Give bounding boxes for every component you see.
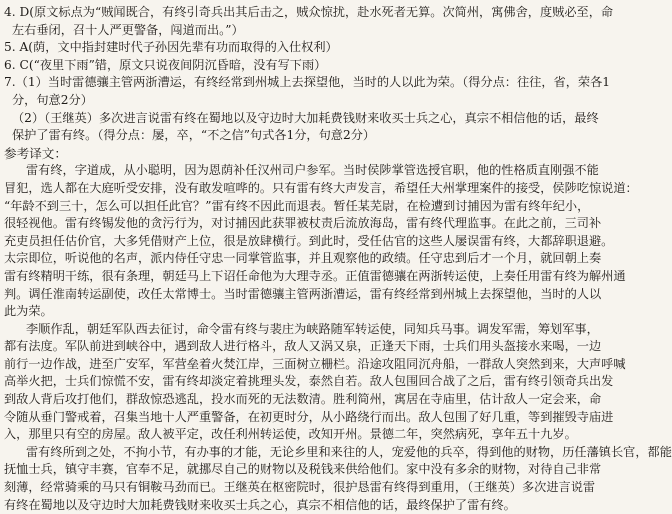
translation-line: 雷有终精明干练，很有条理，朝廷马上下诏任命他为大理寺丞。正值雷德骧在两浙转运使，上奏任用雷有终为解州通 <box>4 268 626 283</box>
translation-line: 很轻视他。雷有终锡发他的贪污行为，对讨捕因此获罪被杖责后流放海岛，雷有终代理监事。在此之前，三司补 <box>4 216 602 231</box>
translation-line: 令随从垂门警戒着，召集当地十人严重警备，在初更时分，从小路绕行而出。敌人包围了好几重，等到摧毁寺庙进 <box>4 409 614 424</box>
translation-line: 此为荣。 <box>4 304 53 319</box>
translation-line: 太宗即位，听说他的名声，派内侍任守忠一同掌管监事，并且观察他的政绩。任守忠到后才一个月，就回朝上奏 <box>4 251 602 266</box>
translation-line: 抚恤士兵，镇守丰赛，官奉不足，就挪尽自己的财物以及税钱来供给他们。家中没有多余的财物，对待自己非常 <box>4 462 602 477</box>
answer-line-7-2: （2）（王继英）多次进言说雷有终在蜀地以及守边时大加耗费钱财来收买士兵之心，真宗不相信他的话，最终 <box>12 110 599 125</box>
translation-line: 到敌人背后攻打他们，群敌惊恐逃乱，投水而死的无法数清。胜利简州，寓居在寺庙里，估计敌人一定会来，命 <box>4 392 602 407</box>
translation-line: 判。调任淮南转运副使，改任太常博士。当时雷德骧主管两浙漕运，雷有终经常到州城上去探望他，当时的人以 <box>4 286 602 301</box>
translation-line: 高举火把，士兵们惊慌不安，雷有终却淡定着挑理头发，泰然自若。敌人包围回合战了之后，雷有终引领奇兵出发 <box>4 374 614 389</box>
translation-heading: 参考译文： <box>4 145 67 161</box>
answer-line-4: 4. D(原文标点为“贼闻既合，有终引奇兵出其后击之，贼众惊扰，赴水死者无算。次简州，寓佛舍，度贼必至，命 <box>4 5 614 19</box>
translation-line: 雷有终，字道成，从小聪明，因为恩荫补任汉州司户参军。当时侯陟掌管选授官职，他的性格质直刚强不能 <box>26 163 599 178</box>
translation-line: 都有法度。军队前进到峡谷中，遇到敌人进行格斗，敌人又涡又泉，正逢天下雨，士兵们用头盔接水来喝，一边 <box>4 339 602 354</box>
answer-line-7-1-cont: 分，句意2分） <box>12 92 93 107</box>
translation-line: 前行一边作战，进至广安军，军营垒着火焚江岸，三面树立栅栏。沿途攻阻同沉舟船，一群敌人突然到来，大声呼喊 <box>4 356 626 371</box>
translation-line: 有终在蜀地以及守边时大加耗费钱财来收买士兵之心，真宗不相信他的话，最终保护了雷有终。 <box>4 497 516 512</box>
translation-line: 李顺作乱，朝廷军队西去征讨，命令雷有终与裴庄为峡路随军转运使，同知兵马事。调发军需，筹划军事， <box>26 321 599 336</box>
translation-line: 冒犯，选人都在大庭听受安排，没有敢发喧哗的。只有雷有终大声发言，希望任大州掌理案件的接受，侯陟吃惊说道： <box>4 180 638 195</box>
answer-line-7-1: 7.（1）当时雷德骧主管两浙漕运，有终经常到州城上去探望他，当时的人以此为荣。（得分点：往往，省，荣各1 <box>4 75 611 90</box>
answer-line-5: 5. A(荫，文中指封建时代子孙因先辈有功而取得的入仕权利） <box>4 40 338 55</box>
translation-line: 刻薄，经常骑乘的马只有铜鞍马劲而已。王继英在枢密院时，很护恳雷有终得到重用，（王继英）多次进言说雷 <box>4 480 596 495</box>
translation-line: “年龄不到三十，怎么可以担任此官？”雷有终不因此而退表。暂任某芜尉，在检遭到讨捕因为雷有终年纪小， <box>4 198 590 213</box>
translation-line: 充吏员担任估价官，大多凭借财产上位，很是放肆横行。到此时，受任估官的这些人屡误雷有终，大都辞职退避。 <box>4 233 614 248</box>
answer-line-6: 6. C(“夜里下雨”错，原文只说夜间阴沉昏暗，没有写下雨） <box>4 57 327 72</box>
answer-line-7-2-cont: 保护了雷有终。（得分点：屡，卒，“不之信”句式各1分，句意2分） <box>12 128 376 143</box>
answer-line-4-cont: 左右垂闭，召十人严更警备，闯道而出。”） <box>12 22 244 37</box>
translation-line: 入，那里只有空的房屋。敌人被平定，改任利州转运使，改知开州。景德二年，突然病死，享年五十九岁。 <box>4 427 577 442</box>
translation-line: 雷有终所到之处，不拘小节，有办事的才能，无论乡里和来往的人，宠爱他的兵卒，得到他的财物，历任藩镇长官，都能 <box>26 444 672 459</box>
